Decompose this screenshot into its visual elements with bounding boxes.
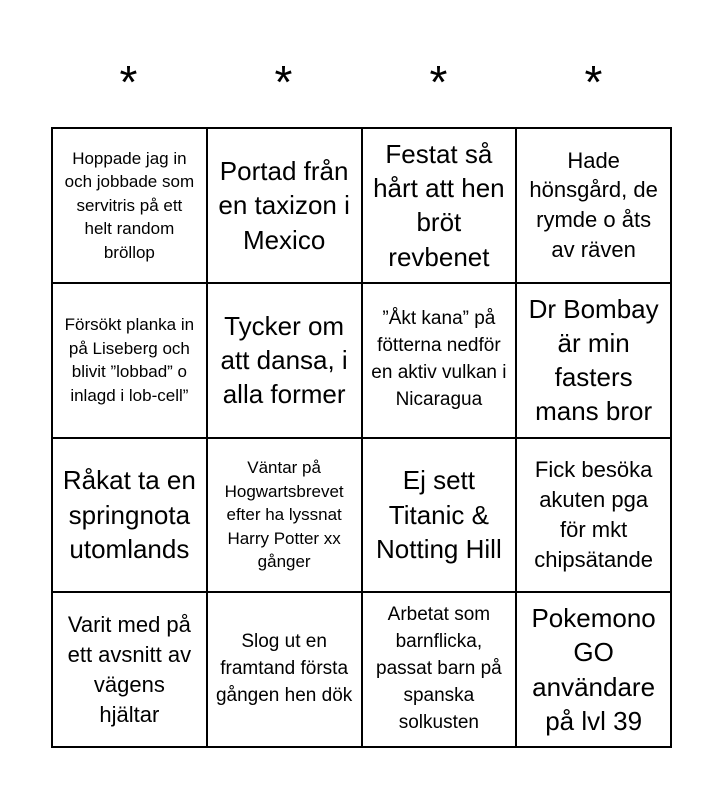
bingo-cell[interactable] — [363, 284, 518, 439]
bingo-cell[interactable] — [363, 439, 518, 594]
bingo-cell[interactable] — [208, 439, 363, 594]
cell-text: Portad från en taxizon i Mexico — [218, 155, 350, 255]
bingo-cell[interactable] — [363, 593, 518, 748]
cell-text: Hoppade jag in och jobbade som servitris på ett helt random bröllop — [64, 148, 195, 262]
bingo-cell[interactable] — [53, 593, 208, 748]
bingo-cell[interactable] — [517, 284, 672, 439]
cell-text: Pokemono GO användare på lvl 39 — [531, 603, 656, 736]
cell-text: Försökt planka in på Liseberg och blivit ”lobbad” o inlagd i lob-cell” — [64, 315, 195, 405]
bingo-cell[interactable] — [517, 129, 672, 284]
cell-text: Hade hönsgård, de rymde o åts av räven — [529, 147, 658, 263]
header-star: * — [429, 56, 448, 108]
header-star: * — [274, 56, 293, 108]
cell-text: Fick besöka akuten pga för mkt chipsätande — [534, 457, 653, 572]
cell-text: Råkat ta en springnota utomlands — [62, 465, 196, 565]
header-star: * — [584, 56, 603, 108]
cell-text: Varit med på ett avsnitt av vägens hjältar — [67, 611, 192, 727]
bingo-cell[interactable] — [53, 129, 208, 284]
cell-text: Ej sett Titanic & Notting Hill — [376, 465, 502, 565]
cell-text: Arbetat som barnflicka, passat barn på spanska solkusten — [376, 604, 502, 734]
cell-text: Festat så hårt att hen bröt revbenet — [373, 138, 505, 272]
bingo-cell[interactable] — [208, 129, 363, 284]
bingo-cell[interactable] — [208, 284, 363, 439]
cell-text: Slog ut en framtand första gången hen dök — [215, 631, 353, 707]
cell-text: Tycker om att dansa, i alla former — [220, 310, 348, 410]
cell-text: ”Åkt kana” på fötterna nedför en aktiv vulkan i Nicaragua — [371, 308, 507, 411]
bingo-cell[interactable] — [517, 439, 672, 594]
header-star: * — [119, 56, 138, 108]
bingo-cell[interactable] — [517, 593, 672, 748]
cell-text: Väntar på Hogwartsbrevet efter ha lyssnat Harry Potter xx gånger — [224, 458, 344, 572]
bingo-cell[interactable] — [363, 129, 518, 284]
bingo-header — [51, 52, 671, 112]
bingo-cell[interactable] — [53, 439, 208, 594]
bingo-cell[interactable] — [208, 593, 363, 748]
bingo-board — [51, 127, 672, 748]
cell-text: Dr Bombay är min fasters mans bror — [528, 293, 659, 427]
bingo-cell[interactable] — [53, 284, 208, 439]
